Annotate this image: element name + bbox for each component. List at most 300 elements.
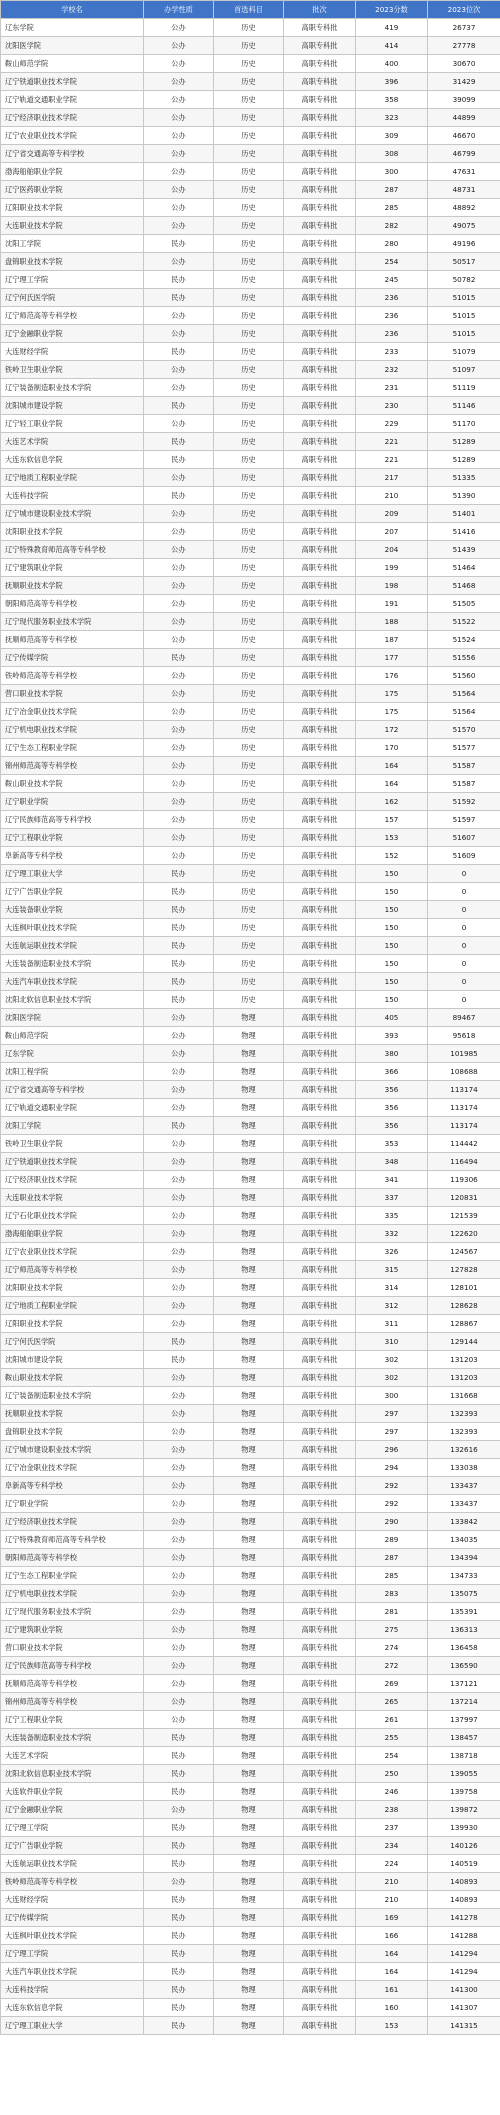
- cell-ownership: 民办: [144, 883, 214, 901]
- cell-score: 177: [356, 649, 428, 667]
- cell-batch: 高职专科批: [284, 757, 356, 775]
- cell-ownership: 公办: [144, 415, 214, 433]
- cell-batch: 高职专科批: [284, 397, 356, 415]
- cell-rank: 138718: [428, 1747, 500, 1765]
- cell-batch: 高职专科批: [284, 1783, 356, 1801]
- cell-batch: 高职专科批: [284, 1711, 356, 1729]
- cell-first-subject: 物理: [214, 2017, 284, 2035]
- cell-first-subject: 物理: [214, 1189, 284, 1207]
- cell-ownership: 公办: [144, 253, 214, 271]
- cell-score: 234: [356, 1837, 428, 1855]
- cell-rank: 120831: [428, 1189, 500, 1207]
- cell-school-name: 辽阳职业技术学院: [1, 1315, 144, 1333]
- cell-ownership: 民办: [144, 451, 214, 469]
- cell-school-name: 辽宁省交通高等专科学校: [1, 145, 144, 163]
- cell-score: 282: [356, 217, 428, 235]
- cell-rank: 128101: [428, 1279, 500, 1297]
- cell-batch: 高职专科批: [284, 1621, 356, 1639]
- cell-batch: 高职专科批: [284, 1405, 356, 1423]
- cell-ownership: 公办: [144, 1009, 214, 1027]
- cell-ownership: 民办: [144, 865, 214, 883]
- cell-rank: 51015: [428, 307, 500, 325]
- cell-batch: 高职专科批: [284, 919, 356, 937]
- cell-score: 302: [356, 1351, 428, 1369]
- table-row: [1, 163, 500, 181]
- cell-ownership: 民办: [144, 235, 214, 253]
- table-row: [1, 1585, 500, 1603]
- cell-ownership: 公办: [144, 721, 214, 739]
- cell-ownership: 民办: [144, 289, 214, 307]
- cell-first-subject: 物理: [214, 1387, 284, 1405]
- cell-first-subject: 历史: [214, 559, 284, 577]
- table-row: [1, 1135, 500, 1153]
- cell-batch: 高职专科批: [284, 1729, 356, 1747]
- cell-ownership: 公办: [144, 1027, 214, 1045]
- cell-rank: 95618: [428, 1027, 500, 1045]
- cell-first-subject: 物理: [214, 1369, 284, 1387]
- cell-ownership: 公办: [144, 1369, 214, 1387]
- cell-first-subject: 物理: [214, 1477, 284, 1495]
- cell-first-subject: 物理: [214, 1513, 284, 1531]
- table-row: [1, 253, 500, 271]
- cell-rank: 131668: [428, 1387, 500, 1405]
- cell-school-name: 辽宁传媒学院: [1, 649, 144, 667]
- cell-first-subject: 物理: [214, 1279, 284, 1297]
- table-row: [1, 1837, 500, 1855]
- cell-batch: 高职专科批: [284, 667, 356, 685]
- cell-rank: 51464: [428, 559, 500, 577]
- cell-school-name: 辽宁广告职业学院: [1, 1837, 144, 1855]
- cell-batch: 高职专科批: [284, 1333, 356, 1351]
- cell-first-subject: 物理: [214, 1495, 284, 1513]
- cell-school-name: 沈阳工学院: [1, 235, 144, 253]
- cell-score: 172: [356, 721, 428, 739]
- cell-first-subject: 物理: [214, 1351, 284, 1369]
- cell-ownership: 公办: [144, 559, 214, 577]
- cell-school-name: 辽宁职业学院: [1, 1495, 144, 1513]
- cell-school-name: 盘锦职业技术学院: [1, 1423, 144, 1441]
- cell-school-name: 辽宁机电职业技术学院: [1, 721, 144, 739]
- cell-score: 292: [356, 1477, 428, 1495]
- cell-ownership: 公办: [144, 1207, 214, 1225]
- cell-ownership: 民办: [144, 343, 214, 361]
- cell-rank: 46670: [428, 127, 500, 145]
- cell-score: 245: [356, 271, 428, 289]
- cell-rank: 47631: [428, 163, 500, 181]
- table-row: [1, 109, 500, 127]
- cell-rank: 141300: [428, 1981, 500, 1999]
- cell-score: 289: [356, 1531, 428, 1549]
- cell-school-name: 大连科技学院: [1, 1981, 144, 1999]
- cell-first-subject: 物理: [214, 1729, 284, 1747]
- cell-school-name: 大连汽车职业技术学院: [1, 973, 144, 991]
- cell-school-name: 辽宁省交通高等专科学校: [1, 1081, 144, 1099]
- table-row: [1, 523, 500, 541]
- cell-score: 393: [356, 1027, 428, 1045]
- cell-ownership: 民办: [144, 955, 214, 973]
- cell-score: 254: [356, 253, 428, 271]
- cell-batch: 高职专科批: [284, 1549, 356, 1567]
- cell-rank: 51439: [428, 541, 500, 559]
- table-row: [1, 1855, 500, 1873]
- cell-school-name: 渤海船舶职业学院: [1, 1225, 144, 1243]
- cell-school-name: 铁岭卫生职业学院: [1, 361, 144, 379]
- cell-batch: 高职专科批: [284, 901, 356, 919]
- cell-first-subject: 历史: [214, 145, 284, 163]
- table-row: [1, 1477, 500, 1495]
- cell-ownership: 公办: [144, 703, 214, 721]
- cell-score: 300: [356, 1387, 428, 1405]
- cell-first-subject: 物理: [214, 1063, 284, 1081]
- cell-batch: 高职专科批: [284, 523, 356, 541]
- cell-ownership: 公办: [144, 1639, 214, 1657]
- cell-batch: 高职专科批: [284, 217, 356, 235]
- cell-batch: 高职专科批: [284, 1369, 356, 1387]
- table-row: [1, 541, 500, 559]
- cell-score: 405: [356, 1009, 428, 1027]
- cell-rank: 46799: [428, 145, 500, 163]
- cell-score: 153: [356, 2017, 428, 2035]
- cell-batch: 高职专科批: [284, 307, 356, 325]
- cell-first-subject: 历史: [214, 487, 284, 505]
- cell-score: 326: [356, 1243, 428, 1261]
- cell-ownership: 公办: [144, 1657, 214, 1675]
- cell-school-name: 辽宁师范高等专科学校: [1, 1261, 144, 1279]
- cell-score: 164: [356, 1963, 428, 1981]
- cell-first-subject: 物理: [214, 1315, 284, 1333]
- cell-rank: 139055: [428, 1765, 500, 1783]
- cell-ownership: 公办: [144, 199, 214, 217]
- cell-batch: 高职专科批: [284, 703, 356, 721]
- cell-first-subject: 物理: [214, 1531, 284, 1549]
- table-row: [1, 1297, 500, 1315]
- cell-school-name: 铁岭师范高等专科学校: [1, 1873, 144, 1891]
- cell-first-subject: 物理: [214, 1621, 284, 1639]
- cell-rank: 121539: [428, 1207, 500, 1225]
- cell-school-name: 大连装备职业学院: [1, 901, 144, 919]
- cell-ownership: 公办: [144, 1063, 214, 1081]
- cell-batch: 高职专科批: [284, 613, 356, 631]
- cell-rank: 51289: [428, 433, 500, 451]
- cell-batch: 高职专科批: [284, 253, 356, 271]
- cell-ownership: 公办: [144, 127, 214, 145]
- cell-rank: 48892: [428, 199, 500, 217]
- cell-rank: 51587: [428, 757, 500, 775]
- cell-school-name: 抚顺师范高等专科学校: [1, 631, 144, 649]
- table-row: [1, 1945, 500, 1963]
- table-row: [1, 595, 500, 613]
- cell-ownership: 公办: [144, 1675, 214, 1693]
- cell-ownership: 民办: [144, 1747, 214, 1765]
- cell-rank: 133842: [428, 1513, 500, 1531]
- cell-first-subject: 历史: [214, 757, 284, 775]
- cell-score: 280: [356, 235, 428, 253]
- cell-score: 150: [356, 955, 428, 973]
- cell-batch: 高职专科批: [284, 1441, 356, 1459]
- cell-ownership: 民办: [144, 1117, 214, 1135]
- cell-ownership: 民办: [144, 1891, 214, 1909]
- cell-score: 187: [356, 631, 428, 649]
- cell-rank: 139930: [428, 1819, 500, 1837]
- cell-school-name: 大连财经学院: [1, 343, 144, 361]
- cell-first-subject: 物理: [214, 1765, 284, 1783]
- cell-first-subject: 物理: [214, 1045, 284, 1063]
- cell-school-name: 辽宁特殊教育师范高等专科学校: [1, 1531, 144, 1549]
- cell-rank: 0: [428, 973, 500, 991]
- cell-score: 236: [356, 325, 428, 343]
- cell-school-name: 辽宁建筑职业学院: [1, 1621, 144, 1639]
- table-row: [1, 1099, 500, 1117]
- cell-batch: 高职专科批: [284, 1315, 356, 1333]
- cell-ownership: 公办: [144, 739, 214, 757]
- table-row: [1, 1351, 500, 1369]
- cell-batch: 高职专科批: [284, 649, 356, 667]
- cell-batch: 高职专科批: [284, 505, 356, 523]
- table-row: [1, 487, 500, 505]
- cell-school-name: 营口职业技术学院: [1, 685, 144, 703]
- table-row: [1, 1171, 500, 1189]
- cell-rank: 134035: [428, 1531, 500, 1549]
- cell-score: 232: [356, 361, 428, 379]
- cell-batch: 高职专科批: [284, 937, 356, 955]
- cell-first-subject: 历史: [214, 721, 284, 739]
- cell-score: 150: [356, 883, 428, 901]
- cell-ownership: 公办: [144, 1153, 214, 1171]
- cell-batch: 高职专科批: [284, 1909, 356, 1927]
- cell-batch: 高职专科批: [284, 19, 356, 37]
- cell-score: 150: [356, 901, 428, 919]
- cell-school-name: 大连东软信息学院: [1, 1999, 144, 2017]
- cell-score: 209: [356, 505, 428, 523]
- cell-school-name: 抚顺职业技术学院: [1, 1405, 144, 1423]
- cell-batch: 高职专科批: [284, 37, 356, 55]
- cell-batch: 高职专科批: [284, 1477, 356, 1495]
- table-row: [1, 973, 500, 991]
- cell-ownership: 公办: [144, 1873, 214, 1891]
- cell-ownership: 公办: [144, 1099, 214, 1117]
- cell-rank: 134394: [428, 1549, 500, 1567]
- cell-batch: 高职专科批: [284, 1117, 356, 1135]
- table-row: [1, 847, 500, 865]
- cell-first-subject: 历史: [214, 343, 284, 361]
- cell-rank: 114442: [428, 1135, 500, 1153]
- cell-ownership: 公办: [144, 1531, 214, 1549]
- cell-first-subject: 历史: [214, 235, 284, 253]
- cell-ownership: 民办: [144, 2017, 214, 2035]
- cell-batch: 高职专科批: [284, 1567, 356, 1585]
- cell-batch: 高职专科批: [284, 1927, 356, 1945]
- cell-school-name: 辽宁经济职业技术学院: [1, 109, 144, 127]
- cell-rank: 135391: [428, 1603, 500, 1621]
- cell-ownership: 民办: [144, 1963, 214, 1981]
- cell-ownership: 公办: [144, 811, 214, 829]
- table-row: [1, 991, 500, 1009]
- cell-ownership: 公办: [144, 1171, 214, 1189]
- cell-score: 272: [356, 1657, 428, 1675]
- cell-school-name: 铁岭卫生职业学院: [1, 1135, 144, 1153]
- cell-score: 176: [356, 667, 428, 685]
- cell-score: 297: [356, 1405, 428, 1423]
- cell-batch: 高职专科批: [284, 685, 356, 703]
- cell-batch: 高职专科批: [284, 487, 356, 505]
- cell-ownership: 公办: [144, 1297, 214, 1315]
- cell-ownership: 民办: [144, 1819, 214, 1837]
- cell-ownership: 民办: [144, 919, 214, 937]
- cell-score: 224: [356, 1855, 428, 1873]
- cell-first-subject: 历史: [214, 685, 284, 703]
- cell-school-name: 辽宁轨道交通职业学院: [1, 1099, 144, 1117]
- cell-rank: 89467: [428, 1009, 500, 1027]
- cell-school-name: 辽东学院: [1, 1045, 144, 1063]
- table-row: [1, 1927, 500, 1945]
- cell-first-subject: 历史: [214, 181, 284, 199]
- header-rank-2023: 2023位次: [428, 1, 500, 19]
- cell-score: 414: [356, 37, 428, 55]
- cell-first-subject: 历史: [214, 919, 284, 937]
- cell-batch: 高职专科批: [284, 1801, 356, 1819]
- cell-school-name: 辽宁现代服务职业技术学院: [1, 613, 144, 631]
- cell-batch: 高职专科批: [284, 973, 356, 991]
- cell-batch: 高职专科批: [284, 199, 356, 217]
- cell-first-subject: 物理: [214, 1657, 284, 1675]
- cell-score: 356: [356, 1117, 428, 1135]
- table-row: [1, 865, 500, 883]
- cell-first-subject: 物理: [214, 1099, 284, 1117]
- table-row: [1, 1783, 500, 1801]
- cell-first-subject: 物理: [214, 1675, 284, 1693]
- cell-school-name: 鞍山师范学院: [1, 1027, 144, 1045]
- cell-batch: 高职专科批: [284, 1639, 356, 1657]
- cell-first-subject: 物理: [214, 1639, 284, 1657]
- cell-first-subject: 历史: [214, 433, 284, 451]
- cell-batch: 高职专科批: [284, 1009, 356, 1027]
- cell-rank: 51097: [428, 361, 500, 379]
- cell-school-name: 辽宁地质工程职业学院: [1, 469, 144, 487]
- cell-rank: 0: [428, 955, 500, 973]
- cell-rank: 0: [428, 865, 500, 883]
- cell-rank: 0: [428, 937, 500, 955]
- cell-school-name: 渤海船舶职业学院: [1, 163, 144, 181]
- cell-school-name: 沈阳城市建设学院: [1, 1351, 144, 1369]
- cell-school-name: 辽宁何氏医学院: [1, 289, 144, 307]
- cell-rank: 124567: [428, 1243, 500, 1261]
- cell-school-name: 辽宁农业职业技术学院: [1, 127, 144, 145]
- table-row: [1, 343, 500, 361]
- cell-first-subject: 历史: [214, 37, 284, 55]
- cell-first-subject: 物理: [214, 1243, 284, 1261]
- table-row: [1, 1801, 500, 1819]
- cell-score: 160: [356, 1999, 428, 2017]
- header-row: [1, 1, 500, 19]
- table-row: [1, 307, 500, 325]
- cell-score: 191: [356, 595, 428, 613]
- cell-score: 283: [356, 1585, 428, 1603]
- table-row: [1, 325, 500, 343]
- cell-score: 188: [356, 613, 428, 631]
- cell-score: 348: [356, 1153, 428, 1171]
- cell-score: 207: [356, 523, 428, 541]
- cell-ownership: 公办: [144, 1045, 214, 1063]
- cell-batch: 高职专科批: [284, 1243, 356, 1261]
- cell-batch: 高职专科批: [284, 559, 356, 577]
- cell-batch: 高职专科批: [284, 883, 356, 901]
- cell-school-name: 沈阳城市建设学院: [1, 397, 144, 415]
- cell-batch: 高职专科批: [284, 1531, 356, 1549]
- cell-batch: 高职专科批: [284, 955, 356, 973]
- cell-ownership: 公办: [144, 91, 214, 109]
- table-row: [1, 289, 500, 307]
- cell-rank: 133437: [428, 1495, 500, 1513]
- cell-score: 210: [356, 487, 428, 505]
- cell-ownership: 公办: [144, 37, 214, 55]
- cell-school-name: 辽宁医药职业学院: [1, 181, 144, 199]
- cell-score: 221: [356, 433, 428, 451]
- cell-ownership: 公办: [144, 1261, 214, 1279]
- cell-batch: 高职专科批: [284, 721, 356, 739]
- cell-first-subject: 物理: [214, 1009, 284, 1027]
- cell-rank: 131203: [428, 1351, 500, 1369]
- table-row: [1, 361, 500, 379]
- cell-ownership: 民办: [144, 973, 214, 991]
- table-row: [1, 37, 500, 55]
- table-row: [1, 433, 500, 451]
- header-ownership: 办学性质: [144, 1, 214, 19]
- cell-ownership: 公办: [144, 775, 214, 793]
- cell-first-subject: 历史: [214, 847, 284, 865]
- cell-rank: 113174: [428, 1099, 500, 1117]
- cell-first-subject: 物理: [214, 1261, 284, 1279]
- cell-first-subject: 物理: [214, 1135, 284, 1153]
- table-row: [1, 1063, 500, 1081]
- cell-rank: 51556: [428, 649, 500, 667]
- cell-school-name: 辽宁何氏医学院: [1, 1333, 144, 1351]
- cell-ownership: 民办: [144, 487, 214, 505]
- cell-score: 150: [356, 937, 428, 955]
- table-row: [1, 703, 500, 721]
- cell-school-name: 辽宁职业学院: [1, 793, 144, 811]
- header-first-subject: 首选科目: [214, 1, 284, 19]
- table-row: [1, 649, 500, 667]
- cell-rank: 30670: [428, 55, 500, 73]
- cell-first-subject: 历史: [214, 55, 284, 73]
- cell-score: 358: [356, 91, 428, 109]
- cell-batch: 高职专科批: [284, 829, 356, 847]
- cell-rank: 51170: [428, 415, 500, 433]
- cell-school-name: 阜新高等专科学校: [1, 1477, 144, 1495]
- cell-rank: 26737: [428, 19, 500, 37]
- cell-first-subject: 物理: [214, 1549, 284, 1567]
- cell-school-name: 沈阳职业技术学院: [1, 1279, 144, 1297]
- cell-score: 310: [356, 1333, 428, 1351]
- cell-score: 335: [356, 1207, 428, 1225]
- cell-score: 230: [356, 397, 428, 415]
- table-row: [1, 1693, 500, 1711]
- cell-rank: 136313: [428, 1621, 500, 1639]
- table-row: [1, 1999, 500, 2017]
- cell-ownership: 民办: [144, 937, 214, 955]
- cell-ownership: 公办: [144, 1693, 214, 1711]
- cell-ownership: 民办: [144, 1837, 214, 1855]
- cell-score: 296: [356, 1441, 428, 1459]
- table-row: [1, 1549, 500, 1567]
- cell-first-subject: 物理: [214, 1333, 284, 1351]
- cell-batch: 高职专科批: [284, 1063, 356, 1081]
- cell-batch: 高职专科批: [284, 145, 356, 163]
- cell-first-subject: 历史: [214, 739, 284, 757]
- table-row: [1, 1423, 500, 1441]
- cell-batch: 高职专科批: [284, 163, 356, 181]
- cell-score: 198: [356, 577, 428, 595]
